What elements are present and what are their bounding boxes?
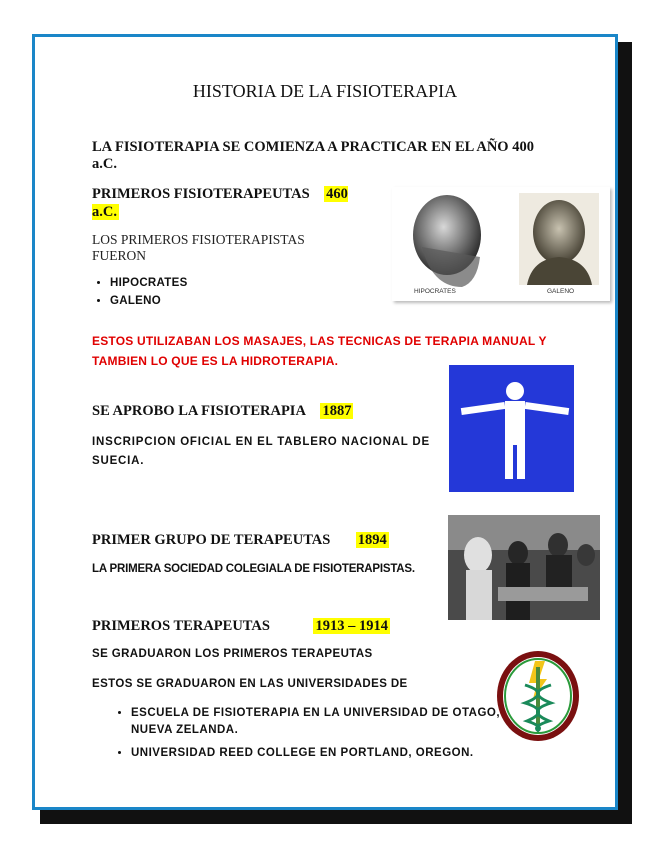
galeno-portrait xyxy=(533,200,585,264)
list-item: • GALENO xyxy=(110,295,310,307)
section-4-text: LA PRIMERA SOCIEDAD COLEGIALA DE FISIOTERAPISTAS. xyxy=(92,563,415,575)
page-title: HISTORIA DE LA FISIOTERAPIA xyxy=(192,81,458,101)
section-2-text: LOS PRIMEROS FISIOTERAPISTAS FUERON xyxy=(92,232,305,263)
caduceus-svg xyxy=(495,649,581,743)
section-2-year: 460 a.C. xyxy=(92,186,348,220)
historical-photo xyxy=(448,515,600,620)
red-note: ESTOS UTILIZABAN LOS MASAJES, LAS TECNICAS DE TERAPIA MANUAL Y TAMBIEN LO QUE ES LA HIDROTERAPIA. xyxy=(92,334,547,368)
section-3-heading xyxy=(92,403,353,420)
section-3-year: 1887 xyxy=(322,403,352,419)
list-item: • ESCUELA DE FISIOTERAPIA EN LA UNIVERSIDAD DE OTAGO, NUEVA ZELANDA. xyxy=(131,705,501,739)
caption-galeno: GALENO xyxy=(547,288,575,295)
section-5-heading xyxy=(92,618,390,635)
section-5-text-2: ESTOS SE GRADUARON EN LAS UNIVERSIDADES DE xyxy=(92,678,408,690)
historical-photo-svg xyxy=(448,515,600,620)
portraits-image xyxy=(392,187,610,301)
section-1-heading: LA FISIOTERAPIA SE COMIENZA A PRACTICAR EN EL AÑO 400 a.C. xyxy=(92,139,534,172)
document-page xyxy=(32,34,618,810)
section-5-text-1: SE GRADUARON LOS PRIMEROS TERAPEUTAS xyxy=(92,648,373,660)
section-5-heading-text: PRIMEROS TERAPEUTAS xyxy=(92,618,270,634)
section-3-text: INSCRIPCION OFICIAL EN EL TABLERO NACIONAL DE SUECIA. xyxy=(92,436,430,467)
section-4-heading-text: PRIMER GRUPO DE TERAPEUTAS xyxy=(92,532,331,548)
section-2-heading xyxy=(92,185,367,221)
section-5-list xyxy=(113,705,501,768)
caption-hipocrates: HIPOCRATES xyxy=(414,288,456,295)
list-item: • UNIVERSIDAD REED COLLEGE EN PORTLAND, OREGON. xyxy=(131,745,501,762)
caduceus-logo xyxy=(495,649,581,743)
section-2-list xyxy=(92,277,310,313)
list-item: • HIPOCRATES xyxy=(110,277,310,289)
section-4-heading xyxy=(92,532,389,549)
section-5-year: 1913 – 1914 xyxy=(315,618,388,634)
section-3-heading-text: SE APROBO LA FISIOTERAPIA xyxy=(92,403,306,419)
physio-figure-image xyxy=(449,365,574,492)
section-2-heading-text: PRIMEROS FISIOTERAPEUTAS xyxy=(92,186,310,202)
physio-figure-svg xyxy=(449,365,574,492)
section-4-year: 1894 xyxy=(357,532,387,548)
portraits-svg xyxy=(392,187,610,301)
